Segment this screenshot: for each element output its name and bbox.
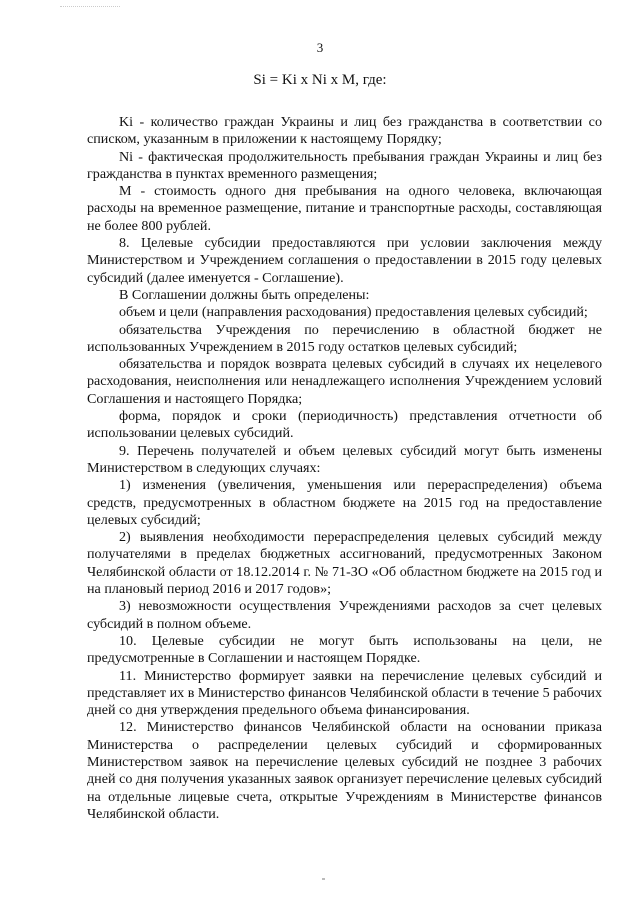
paragraph-agreement-item-2: обязательства Учреждения по перечислению в областной бюджет не использованных Учреждением в 2015 году остатков целевых субсидий; <box>87 321 602 355</box>
paragraph-ki-definition: Ki - количество граждан Украины и лиц без гражданства в соответствии со списком, указанным в приложении к настоящему Порядку; <box>87 114 602 148</box>
document-body <box>87 114 602 823</box>
paragraph-agreement-intro: В Соглашении должны быть определены: <box>119 286 370 303</box>
paragraph-9: 9. Перечень получателей и объем целевых субсидий могут быть изменены Министерством в следующих случаях: <box>87 442 602 476</box>
paragraph-8: 8. Целевые субсидии предоставляются при условии заключения между Министерством и Учреждением соглашения о предоставлении в 2015 году целевых субсидий (далее именуется - Соглашение). <box>87 235 602 286</box>
paragraph-9-item-3: 3) невозможности осуществления Учреждениями расходов за счет целевых субсидий в полном объеме. <box>87 598 602 632</box>
formula: Si = Ki x Ni x M, где: <box>253 72 387 88</box>
paragraph-ni-definition: Ni - фактическая продолжительность пребывания граждан Украины и лиц без гражданства в пунктах временного размещения; <box>87 148 602 182</box>
scan-artifact-bottom <box>322 878 325 880</box>
paragraph-agreement-item-1: объем и цели (направления расходования) предоставления целевых субсидий; <box>119 304 588 321</box>
paragraph-m-definition: M - стоимость одного дня пребывания на одного человека, включающая расходы на временное размещение, питание и транспортные расходы, составляющая не более 800 рублей. <box>87 183 602 234</box>
scan-artifact <box>60 6 120 9</box>
paragraph-agreement-item-4: форма, порядок и сроки (периодичность) представления отчетности об использовании целевых субсидий. <box>87 408 602 442</box>
paragraph-9-item-1: 1) изменения (увеличения, уменьшения или перераспределения) объема средств, предусмотренных в областном бюджете на 2015 год на предоставление целевых субсидий; <box>87 477 602 528</box>
paragraph-agreement-item-3: обязательства и порядок возврата целевых субсидий в случаях их нецелевого расходования, неисполнения или ненадлежащего исполнения Учреждением условий Соглашения и настоящего Порядка; <box>87 356 602 407</box>
paragraph-10: 10. Целевые субсидии не могут быть использованы на цели, не предусмотренные в Соглашении и настоящем Порядке. <box>87 632 602 667</box>
page-number: 3 <box>316 40 324 55</box>
paragraph-11: 11. Министерство формирует заявки на перечисление целевых субсидий и представляет их в Министерство финансов Челябинской области в течение 5 рабочих дней со дня утверждения предельного объема финансирования. <box>87 667 602 719</box>
paragraph-12: 12. Министерство финансов Челябинской области на основании приказа Министерства о распределении целевых субсидий и сформированных Министерством заявок на перечисление целевых субсидий не позднее 3 рабочих дней со дня получения указанных заявок организует перечисление целевых субсидий на отдельные лицевые счета, открытые Учреждениям в Министерстве финансов Челябинской области. <box>87 719 602 822</box>
paragraph-9-item-2: 2) выявления необходимости перераспределения целевых субсидий между получателями в пределах бюджетных ассигнований, предусмотренных Законом Челябинской области от 18.12.2014 г. № 71-ЗО «Об областном бюджете на 2015 год и на плановый период 2016 и 2017 годов»; <box>87 529 602 598</box>
